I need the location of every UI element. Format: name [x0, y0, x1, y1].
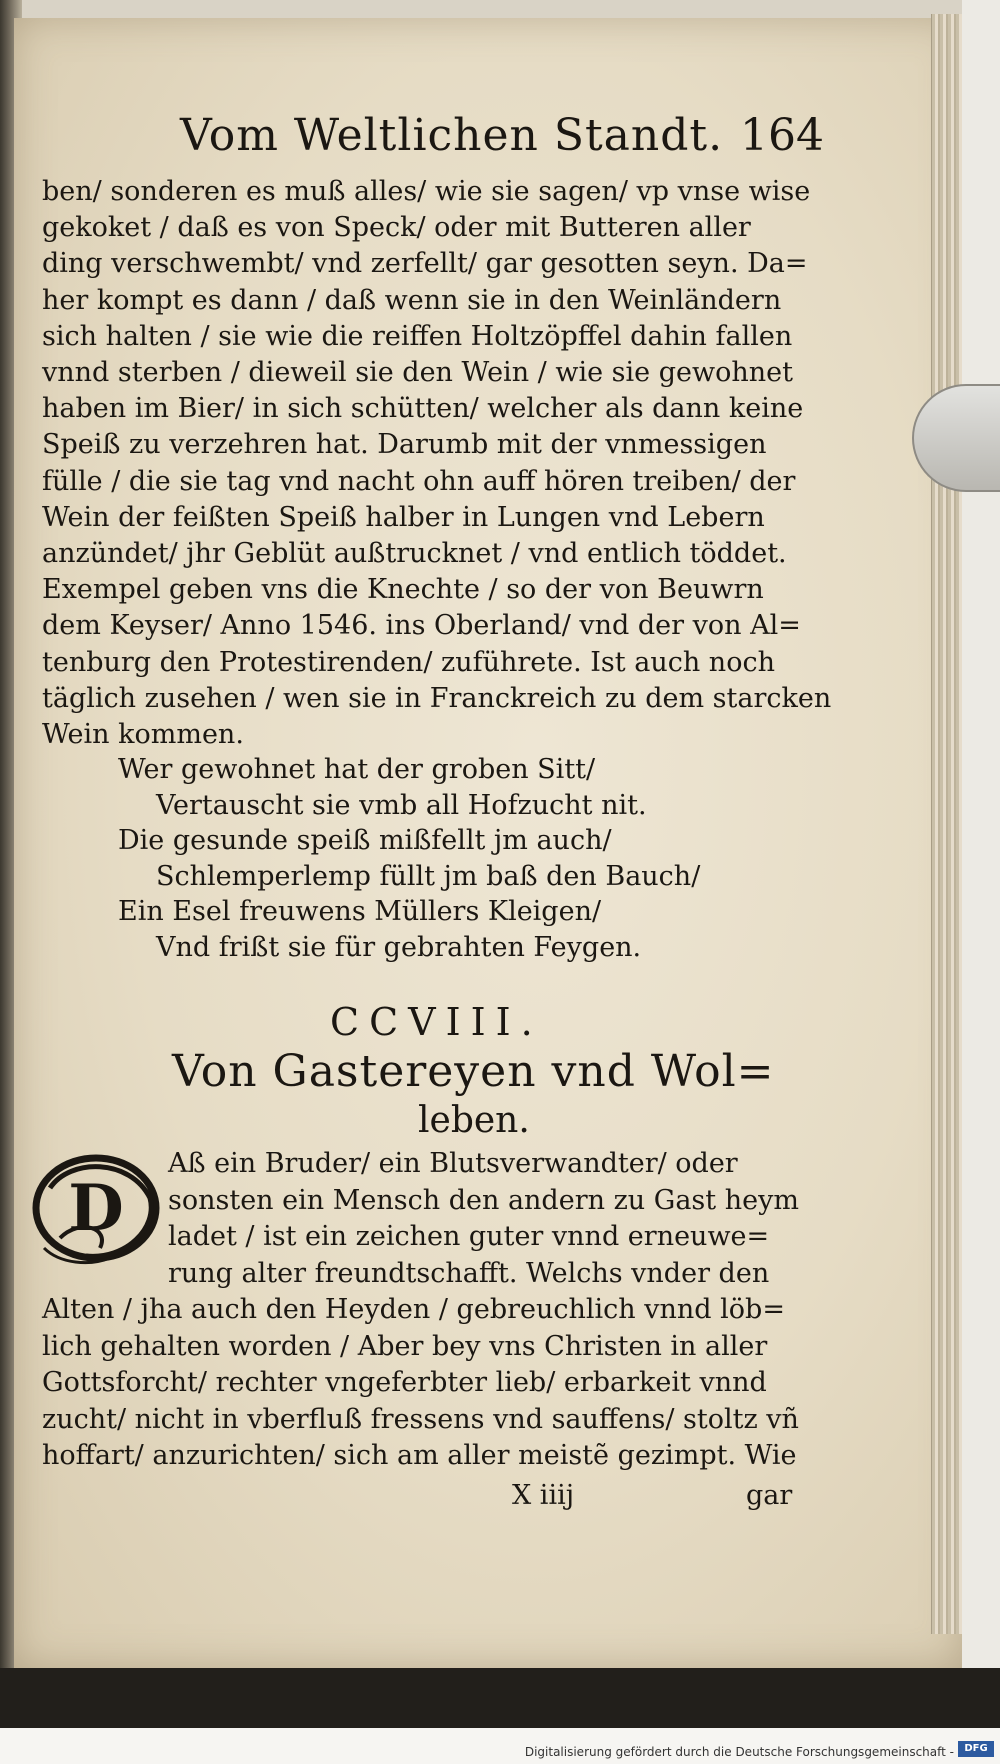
funding-credit: Digitalisierung gefördert durch die Deutsche Forschungsgemeinschaft - [524, 1745, 954, 1759]
text-line: vnnd sterben / dieweil sie den Wein / wie sie gewohnet [42, 357, 793, 389]
text-line: Wein kommen. [42, 719, 244, 751]
page-stack-edge [931, 14, 962, 1634]
verse-line: Vertauscht sie vmb all Hofzucht nit. [156, 789, 647, 821]
chapter-body-indented [168, 1146, 799, 1292]
text-line: sich halten / sie wie die reiffen Holtzöpffel dahin fallen [42, 320, 793, 352]
chapter-title: Von Gastereyen vnd Wol= [172, 1046, 775, 1097]
text-line: fülle / die sie tag vnd nacht ohn auff hören treiben/ der [42, 465, 796, 497]
chapter-title-continued: leben. [418, 1100, 530, 1141]
text-line: anzündet/ jhr Geblüt außtrucknet / vnd entlich töddet. [42, 538, 787, 570]
initial-letter: D [68, 1171, 124, 1246]
text-line: her kompt es dann / daß wenn sie in den Weinländern [42, 284, 782, 316]
text-line: Speiß zu verzehren hat. Darumb mit der vnmessigen [42, 429, 767, 461]
verse-block [118, 752, 700, 965]
text-line: täglich zusehen / wen sie in Franckreich zu dem starcken [42, 682, 832, 714]
text-line: ding verschwembt/ vnd zerfellt/ gar gesotten seyn. Da= [42, 248, 808, 280]
text-line: dem Keyser/ Anno 1546. ins Oberland/ vnd der von Al= [42, 610, 801, 642]
text-line: zucht/ nicht in vberfluß fressens vnd sauffens/ stoltz vñ [42, 1403, 799, 1435]
scan-margin [962, 0, 1000, 1764]
text-line: ben/ sonderen es muß alles/ wie sie sagen/ vp vnse wise [42, 176, 811, 207]
body-text [42, 174, 831, 753]
chapter-number: CCVIII. [330, 1000, 543, 1044]
page-number: 164 [740, 110, 824, 161]
text-line: Wein der feißten Speiß halber in Lungen vnd Lebern [42, 501, 765, 533]
running-header-title: Vom Weltlichen Standt. [180, 110, 724, 161]
text-line: lich gehalten worden / Aber bey vns Christen in aller [42, 1330, 768, 1362]
verse-line: Vnd frißt sie für gebrahten Feygen. [156, 931, 642, 963]
signature-mark: X iiij [512, 1480, 575, 1511]
text-line: gekoket / daß es von Speck/ oder mit Butteren aller [42, 212, 751, 244]
text-line: Alten / jha auch den Heyden / gebreuchlich vnnd löb= [42, 1294, 785, 1325]
decorated-initial [30, 1148, 168, 1270]
text-line: hoffart/ anzurichten/ sich am aller meistẽ gezimpt. Wie [42, 1440, 797, 1471]
text-line: tenburg den Protestirenden/ zuführete. Ist auch noch [42, 646, 775, 678]
text-line: Aß ein Bruder/ ein Blutsverwandter/ oder [168, 1148, 738, 1179]
chapter-body [42, 1292, 799, 1475]
text-line: ladet / ist ein zeichen guter vnnd erneuwe= [168, 1221, 770, 1252]
text-line: Exempel geben vns die Knechte / so der von Beuwrn [42, 574, 764, 606]
scan-bottom-band [0, 1668, 1000, 1728]
dfg-logo[interactable]: DFG [958, 1741, 994, 1757]
text-line: Gottsforcht/ rechter vngeferbter lieb/ erbarkeit vnnd [42, 1367, 767, 1398]
verse-line: Ein Esel freuwens Müllers Kleigen/ [118, 896, 602, 927]
text-line: rung alter freundtschafft. Welchs vnder den [168, 1257, 770, 1289]
verse-line: Die gesunde speiß mißfellt jm auch/ [118, 825, 612, 856]
text-line: haben im Bier/ in sich schütten/ welcher als dann keine [42, 393, 804, 425]
catchword: gar [746, 1480, 793, 1511]
text-line: sonsten ein Mensch den andern zu Gast heym [168, 1184, 799, 1216]
ornament-initial-icon [30, 1148, 168, 1270]
verse-line: Wer gewohnet hat der groben Sitt/ [118, 754, 596, 785]
verse-line: Schlemperlemp füllt jm baß den Bauch/ [156, 860, 701, 892]
